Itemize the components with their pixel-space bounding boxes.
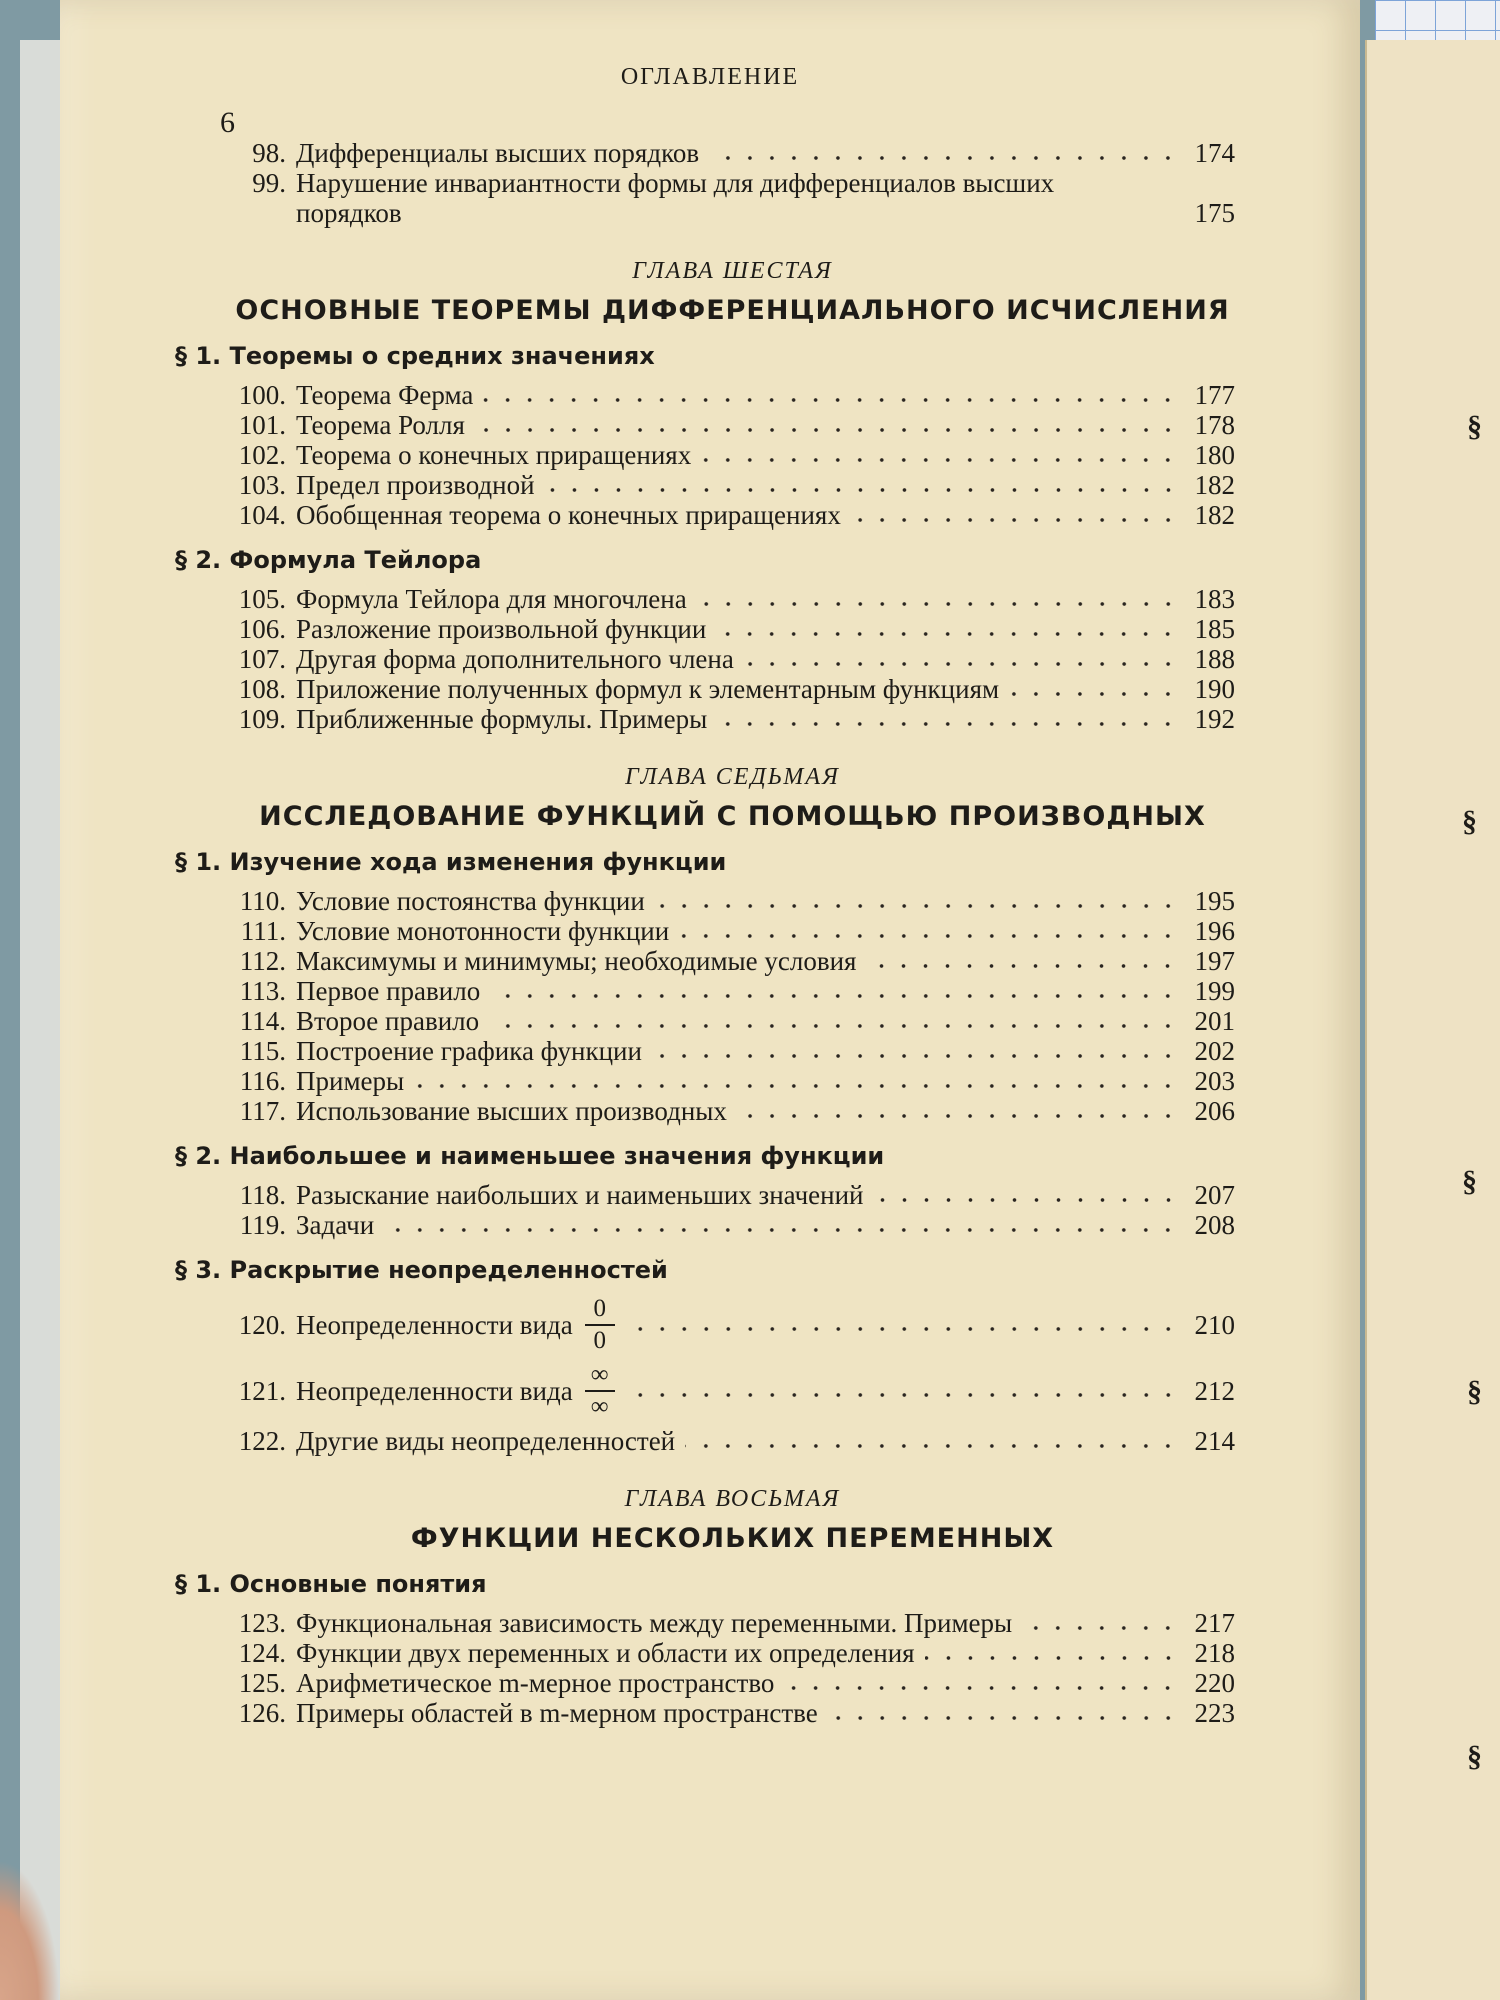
fraction-infinity-over-infinity: $\frac{\infty}{\infty}$: [585, 1362, 615, 1420]
toc-entry: 126. Примеры областей в m-мерном пространстве 223: [238, 1698, 1235, 1728]
toc-entry: 106. Разложение произвольной функции 185: [238, 614, 1235, 644]
toc-entry: 104. Обобщенная теорема о конечных приращениях 182: [238, 500, 1235, 530]
toc-entry: 113. Первое правило 199: [239, 976, 1235, 1006]
toc-entry: 125. Арифметическое m-мерное пространство 220: [238, 1668, 1235, 1698]
section-mark: §: [1467, 1740, 1482, 1773]
chapter-label: ГЛАВА СЕДЬМАЯ: [625, 764, 840, 790]
toc-entry: 100. Теорема Ферма 177: [238, 380, 1235, 410]
section-mark: §: [1467, 410, 1482, 443]
toc-entry: 111. Условие монотонности функции 196: [240, 916, 1235, 946]
chapter-label: ГЛАВА ВОСЬМАЯ: [624, 1486, 841, 1512]
table-of-contents: [175, 138, 1235, 1728]
toc-entry: 110. Условие постоянства функции 195: [239, 886, 1235, 916]
toc-entry: 121. Неопределенности вида $\frac{\infty}{\infty}$ 212: [238, 1361, 1235, 1420]
toc-entry: 101. Теорема Ролля 178: [238, 410, 1235, 440]
toc-entry: 112. Максимумы и минимумы; необходимые условия 197: [239, 946, 1235, 976]
facing-page: [1365, 40, 1500, 2000]
chapter-title: ФУНКЦИИ НЕСКОЛЬКИХ ПЕРЕМЕННЫХ: [410, 1523, 1055, 1554]
toc-entry: 119. Задачи 208: [239, 1210, 1235, 1240]
section-heading: § 2. Формула Тейлора: [175, 546, 482, 574]
book-page: [60, 0, 1360, 2000]
section-mark: §: [1462, 1165, 1477, 1198]
toc-entry: 120. Неопределенности вида $\frac{0}{0}$ 210: [238, 1295, 1235, 1354]
toc-entry: 108. Приложение полученных формул к элементарным функциям 190: [238, 674, 1235, 704]
toc-entry: 109. Приближенные формулы. Примеры 192: [238, 704, 1235, 734]
toc-entry: 118. Разыскание наибольших и наименьших значений 207: [239, 1180, 1235, 1210]
toc-entry: 122. Другие виды неопределенностей 214: [238, 1426, 1235, 1456]
toc-entry: 103. Предел производной 182: [238, 470, 1235, 500]
section-mark: §: [1467, 1375, 1482, 1408]
section-heading: § 1. Изучение хода изменения функции: [175, 848, 727, 876]
toc-entry: 123. Функциональная зависимость между переменными. Примеры 217: [238, 1608, 1235, 1638]
toc-entry: 98. Дифференциалы высших порядков 174: [252, 138, 1235, 168]
toc-entry: 107. Другая форма дополнительного члена 188: [238, 644, 1235, 674]
page-number: 6: [220, 106, 235, 139]
chapter-title: ИССЛЕДОВАНИЕ ФУНКЦИЙ С ПОМОЩЬЮ ПРОИЗВОДНЫХ: [259, 801, 1206, 832]
fraction-zero-over-zero: $\frac{0}{0}$: [585, 1296, 615, 1354]
section-heading: § 2. Наибольшее и наименьшее значения функции: [175, 1142, 885, 1170]
section-heading: § 3. Раскрытие неопределенностей: [175, 1256, 668, 1284]
toc-entry: 105. Формула Тейлора для многочлена 183: [238, 584, 1235, 614]
toc-entry: 116. Примеры 203: [239, 1066, 1235, 1096]
section-mark: §: [1462, 805, 1477, 838]
chapter-label: ГЛАВА ШЕСТАЯ: [632, 258, 833, 284]
running-head: ОГЛАВЛЕНИЕ: [620, 64, 800, 90]
toc-entry: 99. Нарушение инвариантности формы для дифференциалов высших порядков 175: [252, 168, 1235, 228]
thumb: [0, 1860, 60, 2000]
toc-entry: 102. Теорема о конечных приращениях 180: [238, 440, 1235, 470]
section-heading: § 1. Основные понятия: [175, 1570, 487, 1598]
toc-entry: 124. Функции двух переменных и области их определения 218: [238, 1638, 1235, 1668]
chapter-title: ОСНОВНЫЕ ТЕОРЕМЫ ДИФФЕРЕНЦИАЛЬНОГО ИСЧИСЛЕНИЯ: [235, 295, 1230, 326]
toc-entry: 115. Построение графика функции 202: [239, 1036, 1235, 1066]
toc-entry: 114. Второе правило 201: [239, 1006, 1235, 1036]
toc-entry: 117. Использование высших производных 206: [239, 1096, 1235, 1126]
section-heading: § 1. Теоремы о средних значениях: [175, 342, 655, 370]
